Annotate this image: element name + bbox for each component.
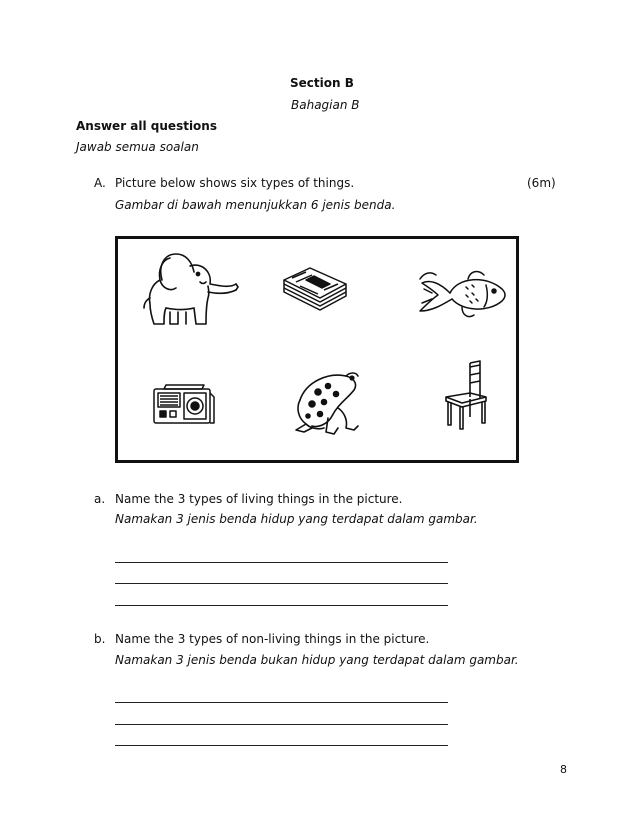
radio-icon: [150, 379, 218, 429]
answer-line-a1[interactable]: [115, 562, 448, 563]
question-a-marks: (6m): [527, 176, 556, 190]
answer-line-a2[interactable]: [115, 583, 448, 584]
answer-line-b3[interactable]: [115, 745, 448, 746]
instructions-en: Answer all questions: [76, 119, 217, 133]
newspaper-icon: [280, 264, 350, 316]
section-title: Section B: [290, 76, 354, 90]
fish-icon: [410, 265, 510, 325]
part-b-text-ms: Namakan 3 jenis benda bukan hidup yang terdapat dalam gambar.: [115, 653, 519, 667]
section-title-ms: Bahagian B: [291, 98, 360, 112]
answer-line-b2[interactable]: [115, 724, 448, 725]
question-a-letter: A.: [94, 176, 106, 190]
elephant-icon: [140, 246, 240, 328]
part-a-text: Name the 3 types of living things in the picture.: [115, 492, 403, 506]
frog-icon: [288, 364, 368, 436]
page-number: 8: [560, 763, 567, 776]
part-b-letter: b.: [94, 632, 106, 646]
part-a-letter: a.: [94, 492, 106, 506]
answer-line-b1[interactable]: [115, 702, 448, 703]
part-a-text-ms: Namakan 3 jenis benda hidup yang terdapat dalam gambar.: [115, 512, 478, 526]
question-a-text-ms: Gambar di bawah menunjukkan 6 jenis benda.: [115, 198, 396, 212]
question-a-text: Picture below shows six types of things.: [115, 176, 355, 190]
part-b-text: Name the 3 types of non-living things in the picture.: [115, 632, 430, 646]
picture-box: [115, 236, 519, 463]
chair-icon: [440, 359, 492, 431]
instructions-ms: Jawab semua soalan: [76, 140, 199, 154]
answer-line-a3[interactable]: [115, 605, 448, 606]
